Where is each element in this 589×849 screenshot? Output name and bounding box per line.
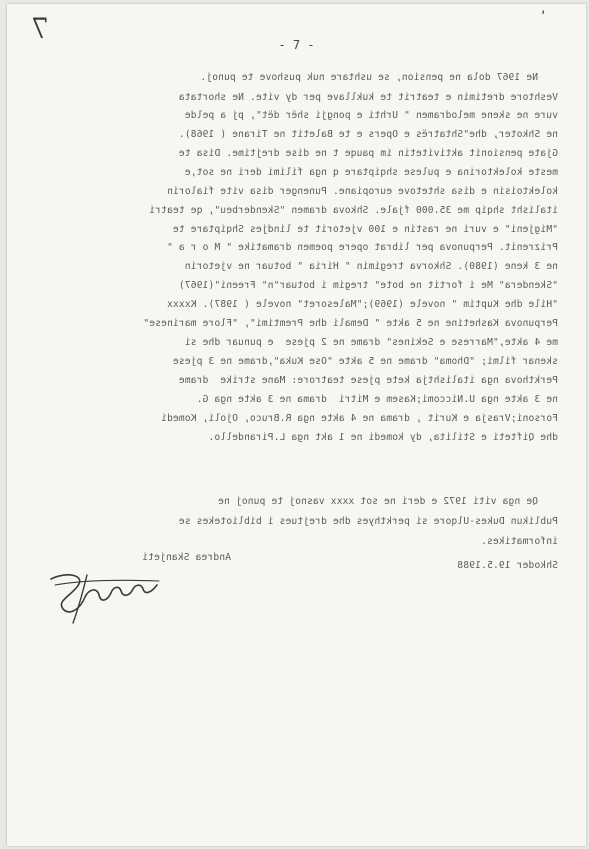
text-line: Ne 1967 dola ne pension, se ushtare nuk pushove te punoj. (200, 72, 538, 83)
text-line: me 4 akte,"Marrese e Sekines" drame ne 2 pjese e punuar dhe si (184, 337, 558, 348)
text-line: italisht shqip me 35.000 fjale. Shkova dramen "Skenderbeu", qe teatri (149, 205, 558, 216)
text-line: dhe Qifteti e Stilita, dy komedi ne 1 akt nga L.Pirandello. (208, 432, 558, 443)
text-line: "Skendera" Me i fortit ne bote" tregim i botuar"n" Freeni"(1967) (178, 280, 558, 291)
text-line: Prizrenit. Perpunova per librat opere poemen dramatike " M o r a " (166, 242, 558, 253)
handwritten-page-mark: 7 (31, 12, 49, 45)
text-line: ne 3 akte nga U.Niccomi;Kasem e Mitri drama ne 3 akte nga G. (196, 394, 558, 405)
text-line: informatikes. (480, 536, 558, 547)
text-line: Publikun Dukes-Ulqore si perkthyes dhe drejtues i bibliotekes se (178, 516, 558, 527)
document-page (7, 4, 586, 846)
author-name: Andrea Skanjeti (142, 552, 231, 563)
page-number: - 7 - (278, 38, 315, 52)
text-line: ne Shkoter, dhe"Shtatrës e Opers e te Baletit ne Tirane ( 1968). (178, 129, 558, 140)
text-line: Gjate pensionit aktivitetin im pauqe t ne dise drejtime. Disa te (178, 148, 558, 159)
text-line: "Hile dhe Kuptim " novele (1969);"Malesoret" novele ( 1987). Kxxxx (166, 299, 558, 310)
place-date: Shkoder 19.5.1988 (457, 560, 558, 571)
text-line: "Migjeni" e vuri ne rastin e 100 vjetorit te lindjes Shqiptare te (172, 224, 558, 235)
text-line: kolektoisin e disa shtetove europiane. Punenger disa vite fialorin (166, 186, 558, 197)
text-line: skenar filmi; "Dhoma" drame ne 5 akte "Ose Kuka",drame ne 3 pjese (172, 356, 558, 367)
text-line: vure ne skene melodramen " Urhti e pongji shër dët", pj a pelde (184, 110, 558, 121)
signature (47, 557, 167, 627)
text-line: ne 3 kene (1980). Shkorva tregimin " Hiria " botuar ne vjetorin (184, 261, 558, 272)
text-line: Qe nga viti 1972 e deri ne sot xxxx vasnoj te punoj ne (218, 496, 538, 507)
text-line: Forsoni;Vrasja e Kurit , drama ne 4 akte nga R.Bruco, Ojoli, Komedi (160, 413, 558, 424)
mirrored-bleed-through-text (7, 4, 586, 846)
text-line: Veshtore dretimin e teatrit te kukllave per dy vite. Ne shortata (178, 92, 558, 103)
text-line: meste kolektorina e pulese shqiptare q nga filimi deri ne sot,e (184, 167, 558, 178)
text-line: Perpunova Kashetine ne 5 akte " Demali dhe Premtimi", "Flore marinese" (143, 318, 558, 329)
tick-mark: ʹ (539, 10, 548, 26)
text-line: Perkthova nga italishtja kete pjese teatrore: Mane strike drame (178, 375, 558, 386)
